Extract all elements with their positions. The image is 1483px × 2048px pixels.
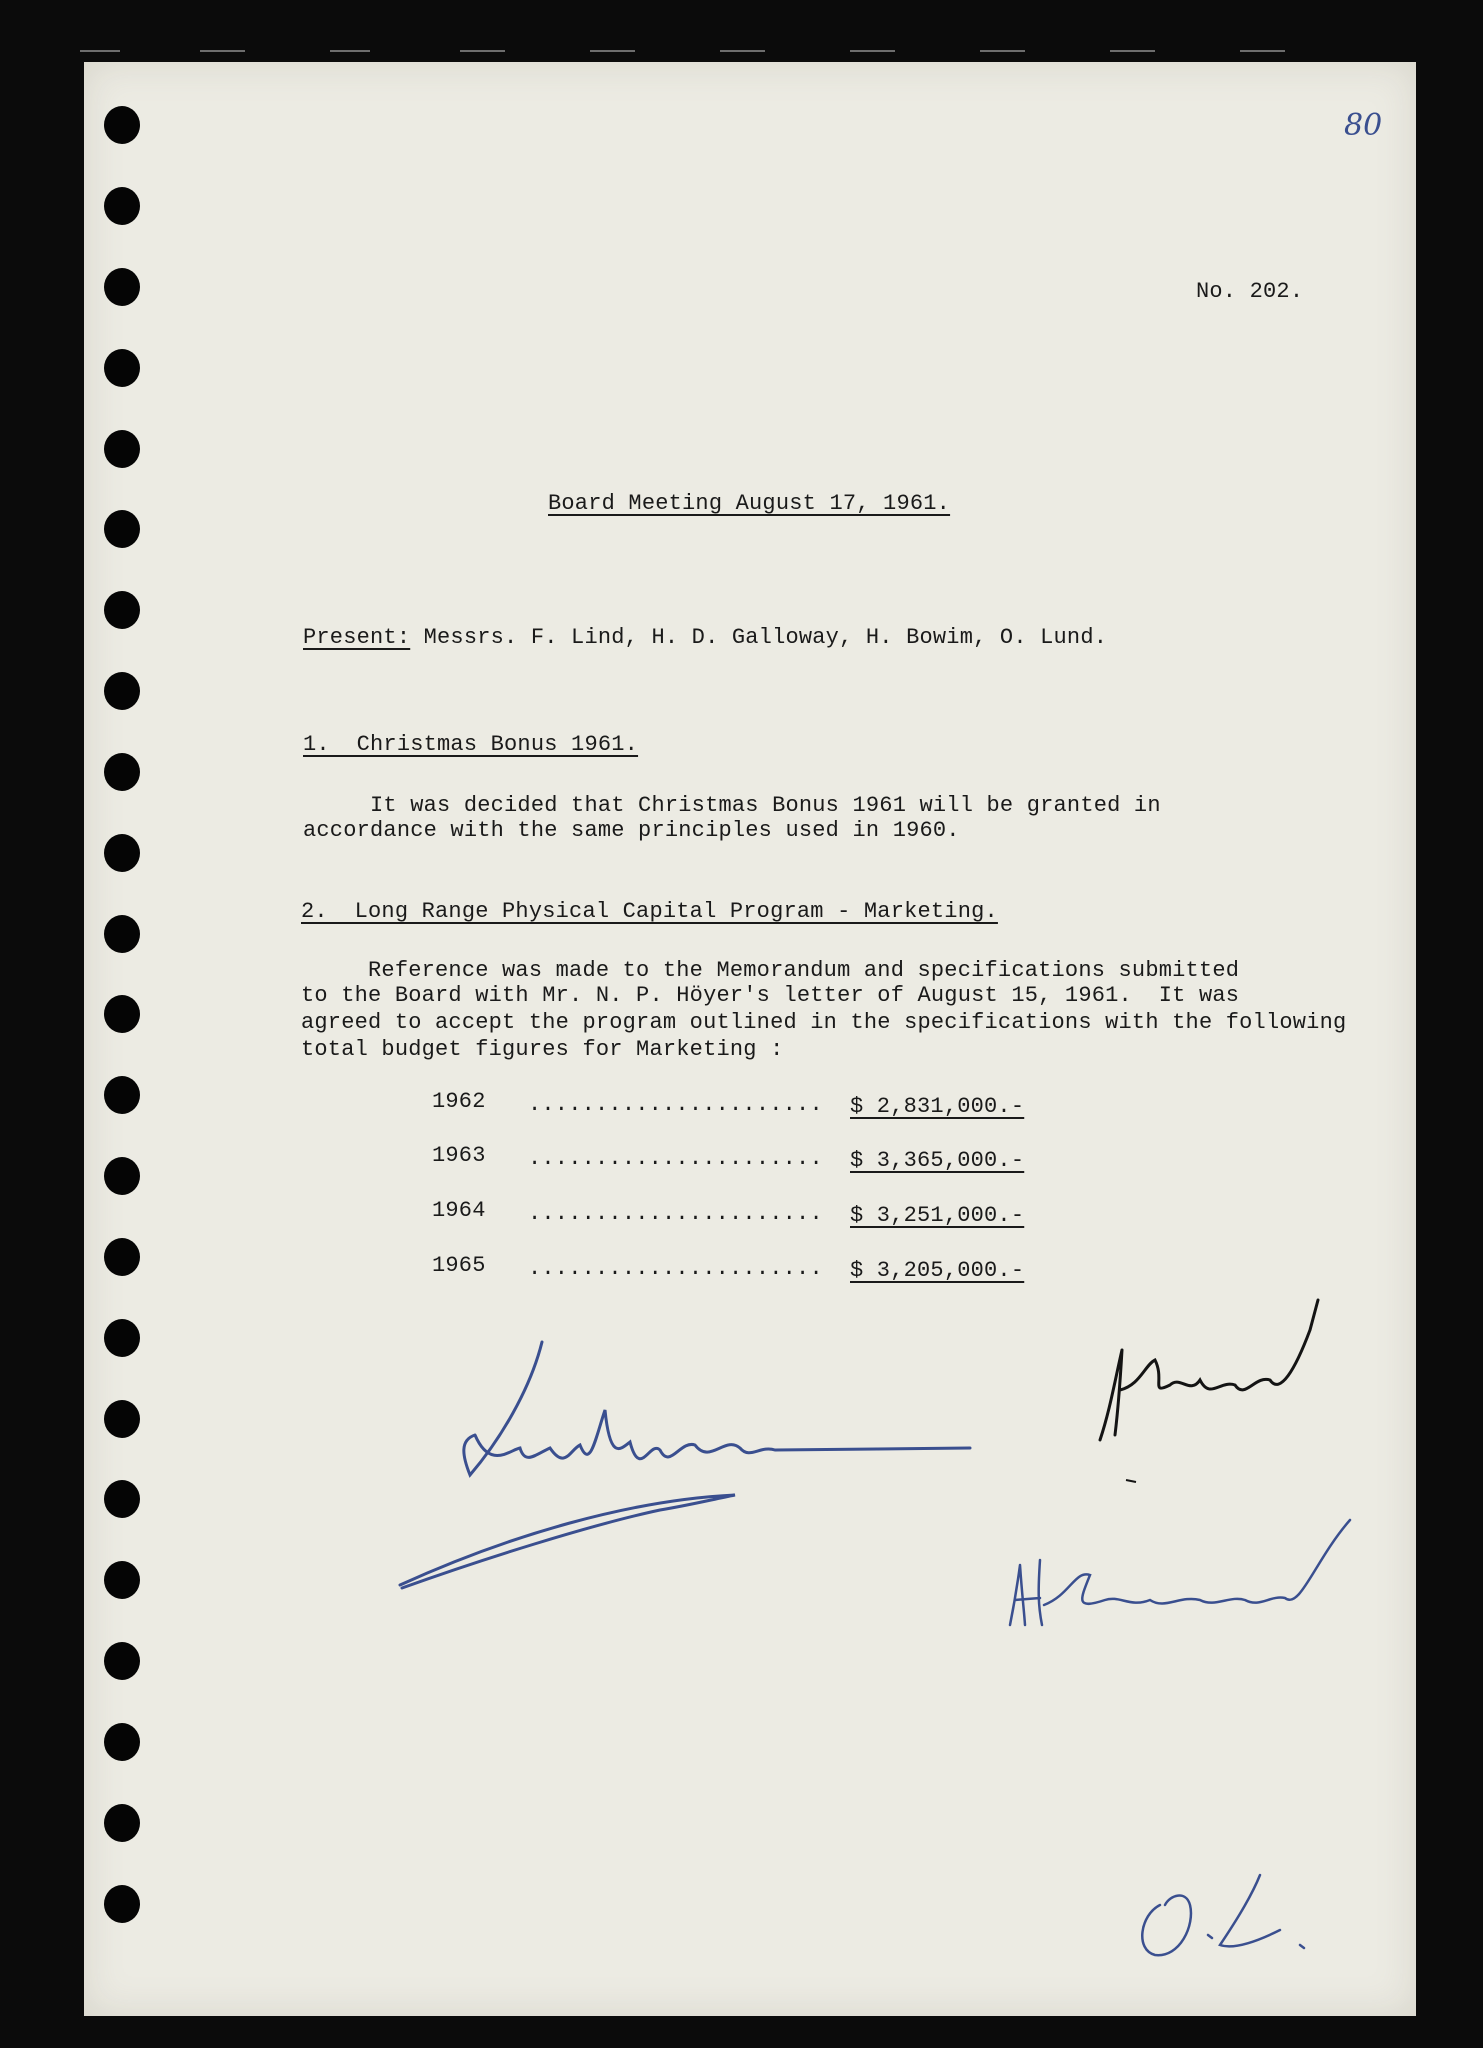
top-edge-marks bbox=[70, 50, 1410, 60]
item2-text-line3: agreed to accept the program outlined in the specifications with the following bbox=[301, 1010, 1347, 1035]
item1-text-line2: accordance with the same principles used in 1960. bbox=[303, 818, 960, 843]
item1-heading: 1. Christmas Bonus 1961. bbox=[303, 732, 639, 757]
signature-galloway bbox=[980, 1500, 1360, 1640]
document-number: No. 202. bbox=[1196, 279, 1304, 304]
document-title: Board Meeting August 17, 1961. bbox=[548, 491, 951, 516]
item2-text-line2: to the Board with Mr. N. P. Höyer's letter of August 15, 1961. It was bbox=[301, 983, 1240, 1008]
present-label: Present: bbox=[303, 625, 411, 650]
signature-lind bbox=[390, 1330, 980, 1600]
item1-text-line1: It was decided that Christmas Bonus 1961 will be granted in bbox=[303, 793, 1161, 818]
signature-bowim bbox=[1060, 1290, 1360, 1480]
budget-year: 1964 bbox=[432, 1198, 486, 1223]
attendees-line bbox=[303, 624, 1107, 651]
present-names: Messrs. F. Lind, H. D. Galloway, H. Bowim, O. Lund. bbox=[410, 625, 1108, 650]
item2-text-line4: total budget figures for Marketing : bbox=[301, 1037, 784, 1062]
budget-leader-dots: ...................... bbox=[528, 1092, 823, 1117]
handwritten-page-number: 80 bbox=[1344, 108, 1383, 143]
budget-year: 1962 bbox=[432, 1089, 486, 1114]
budget-amount: $ 3,205,000.- bbox=[850, 1258, 1025, 1283]
budget-leader-dots: ...................... bbox=[528, 1146, 823, 1171]
item2-heading: 2. Long Range Physical Capital Program - Marketing. bbox=[301, 899, 998, 924]
budget-amount: $ 3,251,000.- bbox=[850, 1203, 1025, 1228]
binder-holes bbox=[0, 0, 160, 2048]
budget-leader-dots: ...................... bbox=[528, 1201, 823, 1226]
budget-amount: $ 2,831,000.- bbox=[850, 1094, 1025, 1119]
budget-leader-dots: ...................... bbox=[528, 1256, 823, 1281]
budget-year: 1965 bbox=[432, 1253, 486, 1278]
budget-year: 1963 bbox=[432, 1143, 486, 1168]
item2-text-line1: Reference was made to the Memorandum and specifications submitted bbox=[301, 958, 1240, 983]
initials-ol bbox=[1120, 1860, 1350, 1970]
budget-amount: $ 3,365,000.- bbox=[850, 1148, 1025, 1173]
